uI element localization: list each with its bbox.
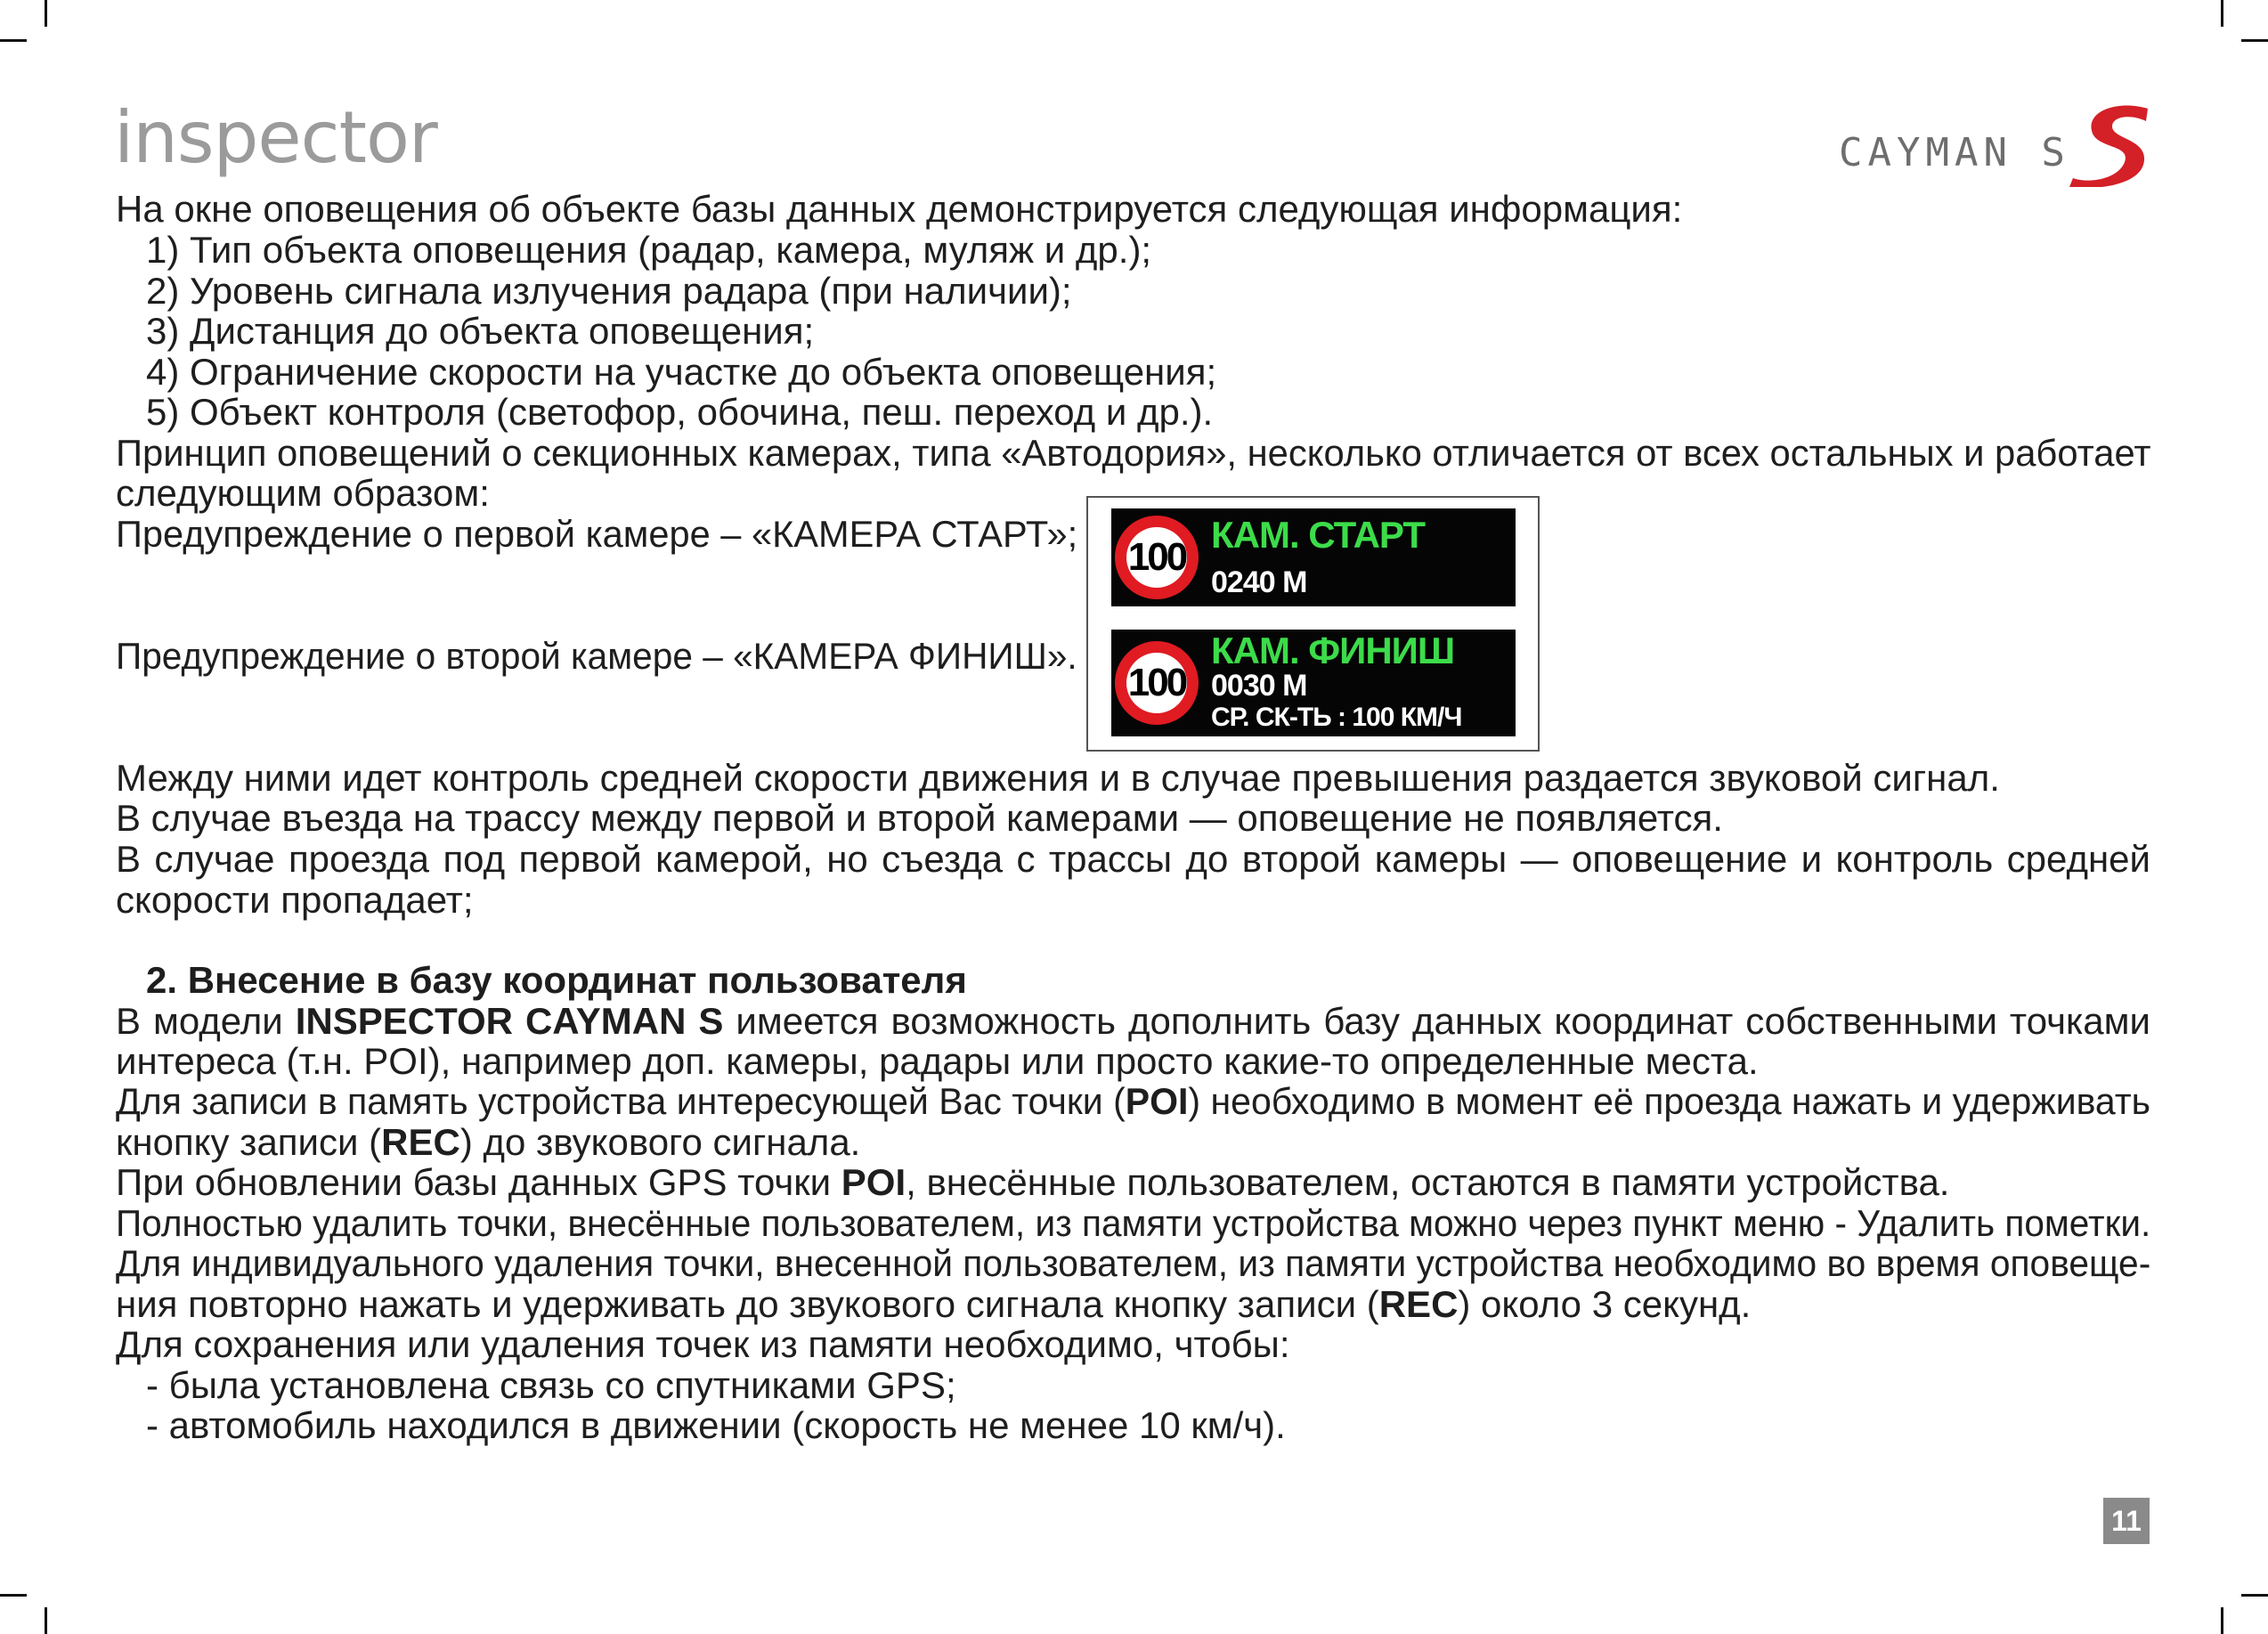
paragraph-line: Для индивидуального удаления точки, внесенной пользователем, из памяти устройства необходимо во время оповеще- — [116, 1242, 2151, 1284]
page-number: 11 — [2103, 1498, 2150, 1544]
text-run: Для записи в память устройства интересующей Вас точки ( — [116, 1080, 1126, 1122]
crop-mark — [45, 0, 47, 27]
text-run: В модели — [116, 1000, 296, 1042]
list-item: 5) Объект контроля (светофор, обочина, пеш. переход и др.). — [146, 391, 1214, 433]
rec-term: REC — [381, 1121, 460, 1163]
text-run: ) около 3 секунд. — [1458, 1283, 1752, 1325]
cayman-s-logo-text: CAYMAN S — [1839, 130, 2070, 175]
text-run: кнопку записи ( — [116, 1121, 382, 1163]
text-run: ния повторно нажать и удерживать до звукового сигнала кнопку записи ( — [116, 1283, 1379, 1325]
paragraph-line — [116, 1081, 2150, 1122]
detector-screens — [1086, 496, 1540, 752]
screen-distance: 0240 М — [1211, 565, 1307, 599]
speed-limit-value: 100 — [1126, 527, 1187, 588]
section-heading: 2. Внесение в базу координат пользователя — [146, 959, 967, 1001]
crop-mark — [0, 39, 27, 42]
crop-mark — [2221, 1607, 2223, 1634]
screen-title: КАМ. СТАРТ — [1211, 514, 1426, 556]
screen-average-speed: СР. СК-ТЬ : 100 КМ/Ч — [1211, 703, 1462, 732]
paragraph-line: Между ними идет контроль средней скорости движения и в случае превышения раздается звуковой сигнал. — [116, 757, 2000, 799]
poi-term: POI — [841, 1161, 906, 1203]
principle-line: следующим образом: — [116, 472, 490, 514]
paragraph-line: В случае въезда на трассу между первой и второй камерами — оповещение не появляется. — [116, 797, 1723, 839]
text-run: ) необходимо в момент её проезда нажать и удерживать — [1188, 1080, 2150, 1122]
crop-mark — [2221, 0, 2223, 27]
text-run: При обновлении базы данных GPS точки — [116, 1161, 841, 1203]
intro-lead: На окне оповещения об объекте базы данных демонстрируется следующая информация: — [116, 188, 1683, 230]
paragraph-line: В случае проезда под первой камерой, но съезда с трассы до второй камеры — оповещение и контроль средней — [116, 838, 2150, 880]
model-name: INSPECTOR CAYMAN S — [295, 1000, 724, 1042]
paragraph-line — [116, 1001, 2150, 1042]
cayman-s-logo — [1839, 98, 2159, 187]
screen-camera-finish — [1111, 630, 1516, 736]
paragraph-line: интереса (т.н. POI), например доп. камеры, радары или просто какие-то определенные места. — [116, 1040, 1759, 1082]
screen-distance: 0030 М — [1211, 669, 1307, 703]
crop-mark — [0, 1594, 27, 1597]
crop-mark — [2241, 1594, 2268, 1597]
text-run: , внесённые пользователем, остаются в памяти устройства. — [906, 1161, 1950, 1203]
speed-limit-sign-icon — [1115, 641, 1199, 725]
list-item: 1) Тип объекта оповещения (радар, камера, муляж и др.); — [146, 229, 1152, 271]
warning-first: Предупреждение о первой камере – «КАМЕРА СТАРТ»; — [116, 513, 1078, 555]
text-run: ) до звукового сигнала. — [459, 1121, 861, 1163]
bullet-item: - автомобиль находился в движении (скорость не менее 10 км/ч). — [146, 1404, 1286, 1446]
speed-limit-sign-icon — [1115, 516, 1199, 599]
poi-term: POI — [1125, 1080, 1189, 1122]
s-swoosh-icon — [2066, 98, 2155, 187]
paragraph-line: скорости пропадает; — [116, 879, 474, 921]
list-item: 3) Дистанция до объекта оповещения; — [146, 310, 815, 352]
paragraph-line: Для сохранения или удаления точек из памяти необходимо, чтобы: — [116, 1323, 1290, 1365]
paragraph-line — [116, 1162, 1949, 1203]
principle-line: Принцип оповещений о секционных камерах, типа «Автодория», несколько отличается от всех остальных и работает — [116, 432, 2151, 474]
rec-term: REC — [1378, 1283, 1459, 1325]
crop-mark — [45, 1607, 47, 1634]
list-item: 4) Ограничение скорости на участке до объекта оповещения; — [146, 351, 1217, 393]
paragraph-line — [116, 1122, 860, 1163]
inspector-logo: inspector — [114, 96, 437, 179]
bullet-item: - была установлена связь со спутниками GPS; — [146, 1364, 956, 1406]
screen-camera-start — [1111, 508, 1516, 606]
text-run: имеется возможность дополнить базу данных координат собственными точками — [723, 1000, 2150, 1042]
crop-mark — [2241, 39, 2268, 42]
speed-limit-value: 100 — [1126, 653, 1187, 713]
screen-title: КАМ. ФИНИШ — [1211, 630, 1455, 671]
paragraph-line: Полностью удалить точки, внесённые пользователем, из памяти устройства можно через пункт меню - Удалить пометки. — [116, 1202, 2151, 1244]
warning-second: Предупреждение о второй камере – «КАМЕРА ФИНИШ». — [116, 635, 1077, 677]
list-item: 2) Уровень сигнала излучения радара (при наличии); — [146, 270, 1072, 312]
paragraph-line — [116, 1284, 1751, 1325]
